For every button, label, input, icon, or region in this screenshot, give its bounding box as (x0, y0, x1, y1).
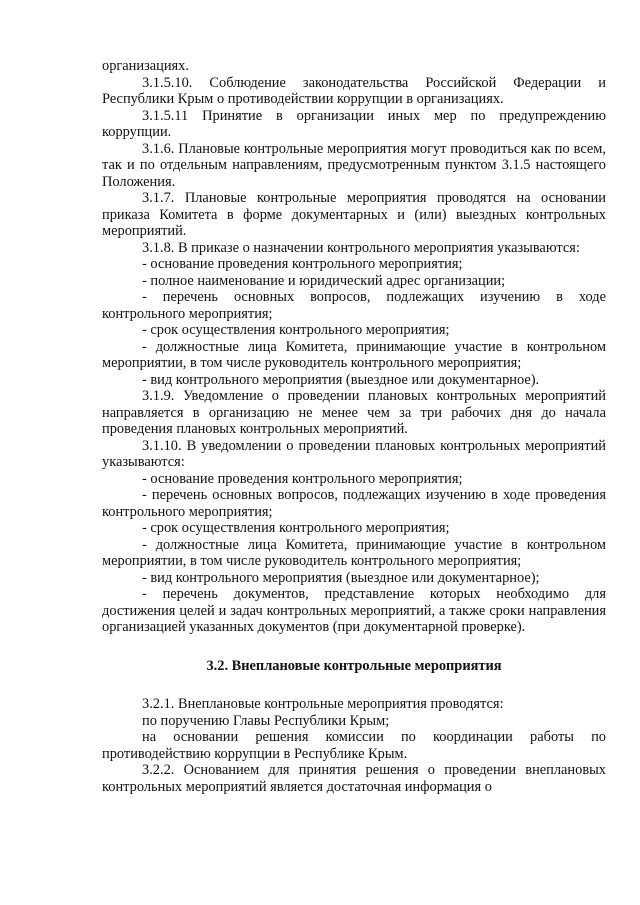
list-item: - должностные лица Комитета, принимающие участие в контрольном мероприятии, в том числе руководитель контрольного мероприятия; (102, 536, 606, 569)
document-body (102, 58, 606, 795)
paragraph: 3.1.8. В приказе о назначении контрольного мероприятия указываются: (142, 239, 580, 256)
list-item: по поручению Главы Республики Крым; (142, 712, 390, 729)
list-item: - основание проведения контрольного мероприятия; (142, 256, 463, 272)
list-item: на основании решения комиссии по координации работы по противодействию коррупции в Республике Крым. (102, 729, 606, 762)
paragraph: 3.1.5.10. Соблюдение законодательства Российской Федерации и Республики Крым о противодействии коррупции в организациях. (102, 74, 606, 107)
list-item: - срок осуществления контрольного мероприятия; (142, 322, 450, 338)
paragraph: 3.1.6. Плановые контрольные мероприятия могут проводиться как по всем, так и по отдельным направлениям, предусмотренным пунктом 3.1.5 настоящего Положения. (102, 140, 606, 190)
paragraph: 3.2.1. Внеплановые контрольные мероприятия проводятся: (142, 696, 504, 712)
list-item: - перечень документов, представление которых необходимо для достижения целей и задач контрольных мероприятий, а также сроки направления организацией указанных документов (при документарной проверке). (102, 586, 606, 635)
paragraph: 3.1.9. Уведомление о проведении плановых контрольных мероприятий направляется в организацию не менее чем за три рабочих дня до начала проведения плановых контрольных мероприятий. (102, 388, 606, 437)
list-item: - срок осуществления контрольного мероприятия; (142, 520, 450, 536)
list-item: - основание проведения контрольного мероприятия; (142, 470, 463, 487)
paragraph: 3.1.5.11 Принятие в организации иных мер по предупреждению коррупции. (102, 107, 606, 140)
list-item: - перечень основных вопросов, подлежащих изучению в ходе контрольного мероприятия; (102, 289, 606, 322)
list-item: - вид контрольного мероприятия (выездное или документарное). (142, 371, 540, 388)
list-item: - вид контрольного мероприятия (выездное или документарное); (142, 569, 540, 586)
list-item: - перечень основных вопросов, подлежащих изучению в ходе проведения контрольного мероприятия; (102, 487, 606, 520)
paragraph: организациях. (102, 58, 189, 74)
list-item: - полное наименование и юридический адрес организации; (142, 272, 506, 289)
section-heading: 3.2. Внеплановые контрольные мероприятия (206, 657, 502, 674)
paragraph: 3.1.7. Плановые контрольные мероприятия проводятся на основании приказа Комитета в форме документарных и (или) выездных контрольных мероприятий. (102, 190, 606, 239)
paragraph: 3.1.10. В уведомлении о проведении плановых контрольных мероприятий указываются: (102, 437, 606, 470)
paragraph: 3.2.2. Основанием для принятия решения о проведении внеплановых контрольных мероприятий является достаточная информация о (102, 762, 606, 795)
list-item: - должностные лица Комитета, принимающие участие в контрольном мероприятии, в том числе руководитель контрольного мероприятия; (102, 338, 606, 371)
